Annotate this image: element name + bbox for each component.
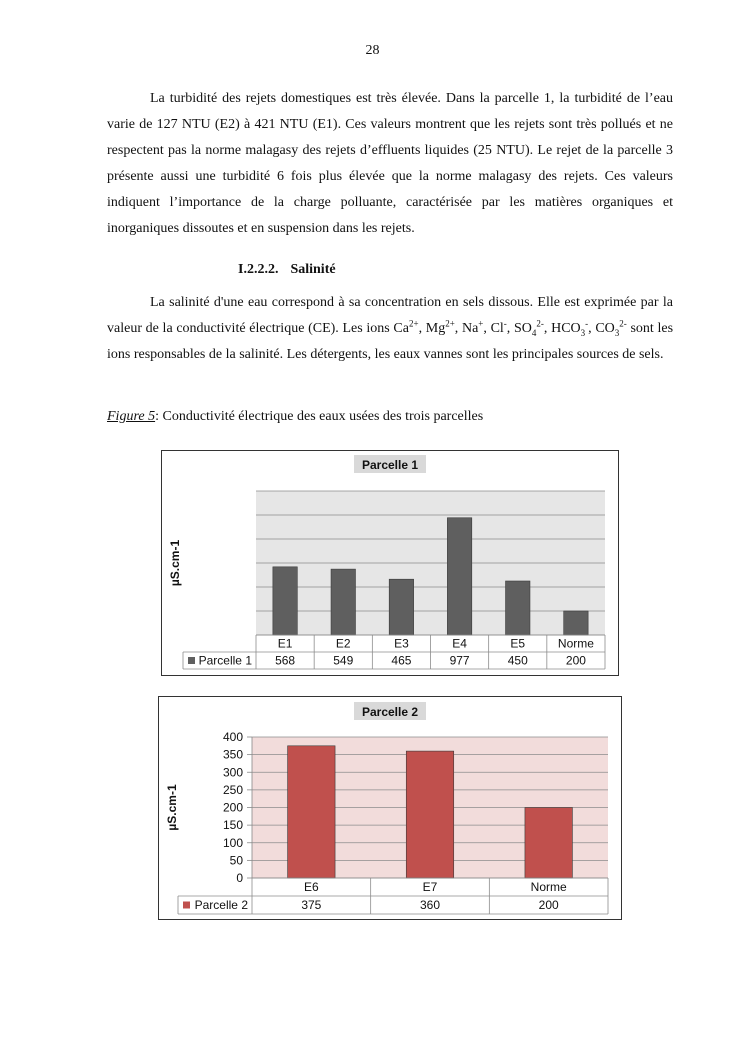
legend-label: Parcelle 1: [198, 653, 252, 668]
data-value-label: 200: [565, 653, 586, 668]
chart-parcelle-2: [158, 696, 622, 920]
chart-title: Parcelle 2: [361, 705, 419, 719]
y-axis-label: µS.cm-1: [168, 539, 182, 587]
y-tick-label: 350: [222, 747, 243, 762]
legend-label: Parcelle 2: [194, 898, 248, 912]
bar-e3: [389, 579, 413, 635]
category-label: E6: [303, 880, 319, 894]
page-number: 28: [365, 43, 380, 58]
y-tick-label: 100: [222, 835, 243, 850]
y-tick-label: 50: [229, 853, 243, 868]
y-tick-label: 250: [222, 782, 243, 797]
data-value-label: 568: [275, 653, 296, 668]
data-value-label: 465: [391, 653, 412, 668]
data-value-label: 977: [449, 653, 470, 668]
legend-key: [188, 657, 195, 664]
y-tick-label: 0: [236, 871, 243, 885]
bar-norme: [525, 808, 572, 879]
paragraph-salinity: La salinité d'une eau correspond à sa concentration en sels dissous. Elle est exprimée par la valeur de la conductivité électrique (CE). Les ions $Ca^{2+}$, $Mg^{2+}$, Na+, Cl-, $SO_4^{2-}$, $HCO_3^-$, $CO_3^{2-}$ sont les ions responsables de la salinité. Les détergents, les eaux vannes sont les principales sources de sels.: [107, 295, 674, 362]
chart-title: Parcelle 1: [361, 458, 419, 472]
category-label: E3: [394, 636, 409, 651]
figure-caption-text: : Conductivité électrique des eaux usées des trois parcelles: [155, 409, 484, 424]
data-value-label: 549: [333, 653, 354, 668]
data-value-label: 375: [301, 898, 322, 912]
y-tick-label: 200: [222, 800, 243, 815]
paragraph-turbidity: La turbidité des rejets domestiques est très élevée. Dans la parcelle 1, la turbidité de l’eau varie de 127 NTU (E2) à 421 NTU (E1). Ces valeurs montrent que les rejets sont très pollués et ne respectent pas la norme malagasy des rejets d’effluents liquides (25 NTU). Le rejet de la parcelle 3 présente aussi une turbidité 6 fois plus élevée que la norme malagasy des rejets. Ces valeurs indiquent l’importance de la charge polluante, caractérisée par les matières organiques et inorganiques dissoutes et en suspension dans les rejets.: [107, 91, 673, 236]
bar-e4: [447, 518, 471, 635]
category-label: E1: [277, 636, 293, 651]
bar-e1: [273, 567, 297, 635]
bar-e6: [288, 746, 335, 878]
section-heading: [238, 262, 336, 278]
section-title: Salinité: [290, 262, 336, 277]
y-tick-label: 400: [222, 730, 243, 744]
figure-label: Figure 5: [107, 409, 156, 424]
bar-norme: [564, 611, 588, 635]
section-number: I.2.2.2.: [238, 262, 279, 277]
bar-e7: [406, 751, 453, 878]
y-tick-label: 300: [222, 765, 243, 780]
category-label: Norme: [557, 636, 594, 651]
category-label: E7: [422, 880, 438, 894]
y-axis-label: µS.cm-1: [165, 784, 179, 831]
chart-parcelle-1-svg: [162, 451, 618, 675]
bar-e2: [331, 569, 355, 635]
category-label: E5: [510, 636, 526, 651]
figure-caption: [107, 409, 483, 425]
chart-parcelle-1: [161, 450, 619, 676]
category-label: E2: [335, 636, 351, 651]
y-tick-label: 150: [222, 818, 243, 833]
data-value-label: 450: [507, 653, 528, 668]
category-label: E4: [452, 636, 467, 651]
legend-key: [183, 902, 190, 909]
bar-e5: [506, 581, 530, 635]
data-value-label: 200: [538, 898, 559, 912]
data-value-label: 360: [419, 898, 441, 912]
category-label: Norme: [530, 880, 567, 894]
chart-parcelle-2-svg: [159, 697, 621, 919]
